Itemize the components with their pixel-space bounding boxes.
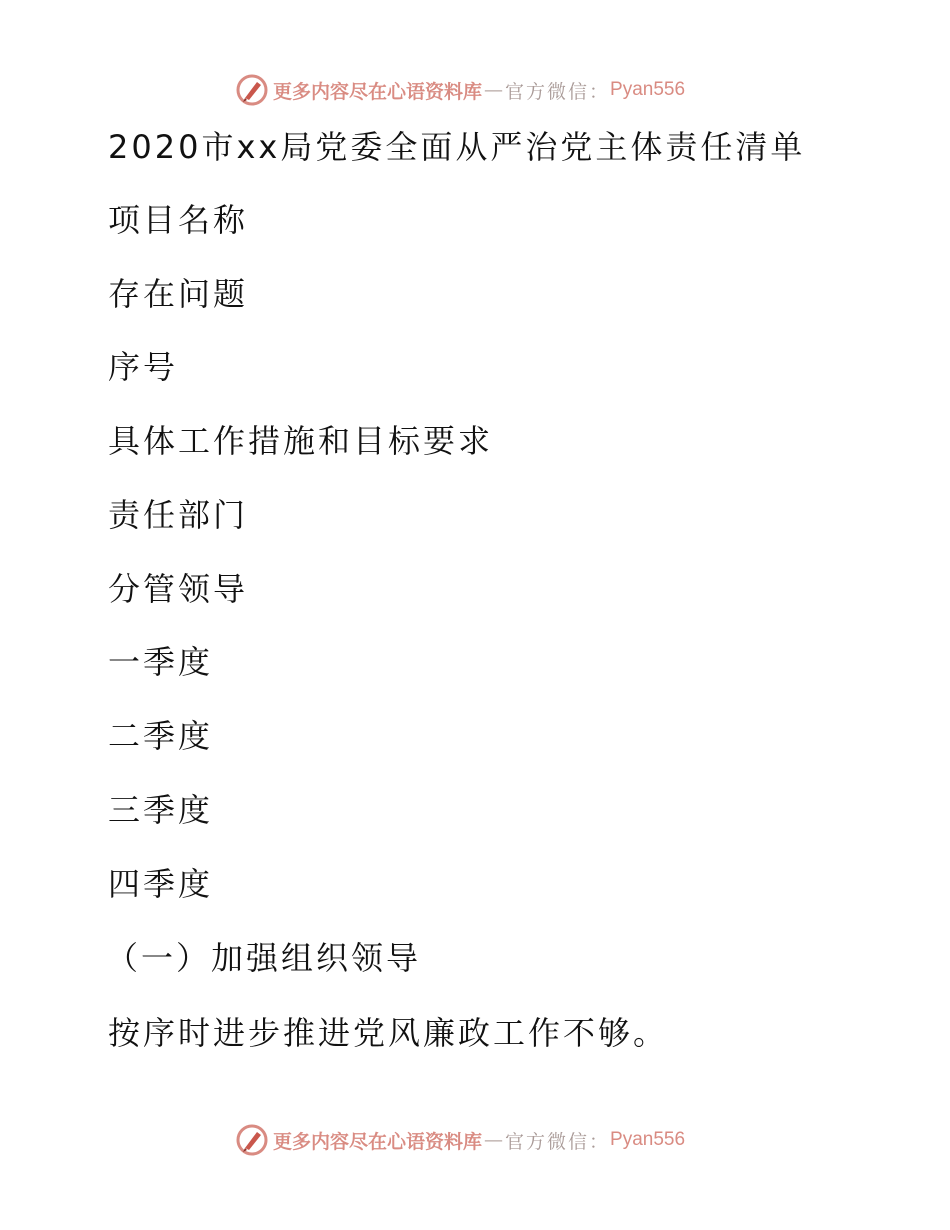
text-line: 项目名称 xyxy=(108,201,249,239)
pen-circle-logo-icon xyxy=(235,1123,269,1157)
banner-dash: — xyxy=(484,79,504,101)
text-line: 一季度 xyxy=(108,643,214,681)
banner-text: 更多内容尽在心语资料库 xyxy=(273,1130,483,1153)
text-line: 三季度 xyxy=(108,791,214,829)
text-line: 按序时进步推进党风廉政工作不够。 xyxy=(108,1014,669,1052)
text-line: 具体工作措施和目标要求 xyxy=(108,422,494,460)
header-watermark-banner xyxy=(235,72,685,108)
pen-circle-logo-icon xyxy=(235,73,269,107)
text-line: 序号 xyxy=(108,348,179,386)
banner-dash: — xyxy=(484,1129,504,1151)
banner-wechat-id: Pyan556 xyxy=(610,1129,686,1150)
section-heading: （一）加强组织领导 xyxy=(106,939,422,977)
banner-wechat-id: Pyan556 xyxy=(610,79,686,100)
document-title: 2020市xx局党委全面从严治党主体责任清单 xyxy=(108,128,806,166)
footer-watermark-banner xyxy=(235,1122,685,1158)
text-line: 责任部门 xyxy=(108,496,249,534)
text-line: 四季度 xyxy=(108,865,214,903)
text-line: 二季度 xyxy=(108,717,214,755)
banner-wechat-label: 官方微信： xyxy=(505,80,611,103)
banner-text: 更多内容尽在心语资料库 xyxy=(273,80,483,103)
text-line: 分管领导 xyxy=(108,570,249,608)
banner-wechat-label: 官方微信： xyxy=(505,1130,611,1153)
text-line: 存在问题 xyxy=(108,275,249,313)
